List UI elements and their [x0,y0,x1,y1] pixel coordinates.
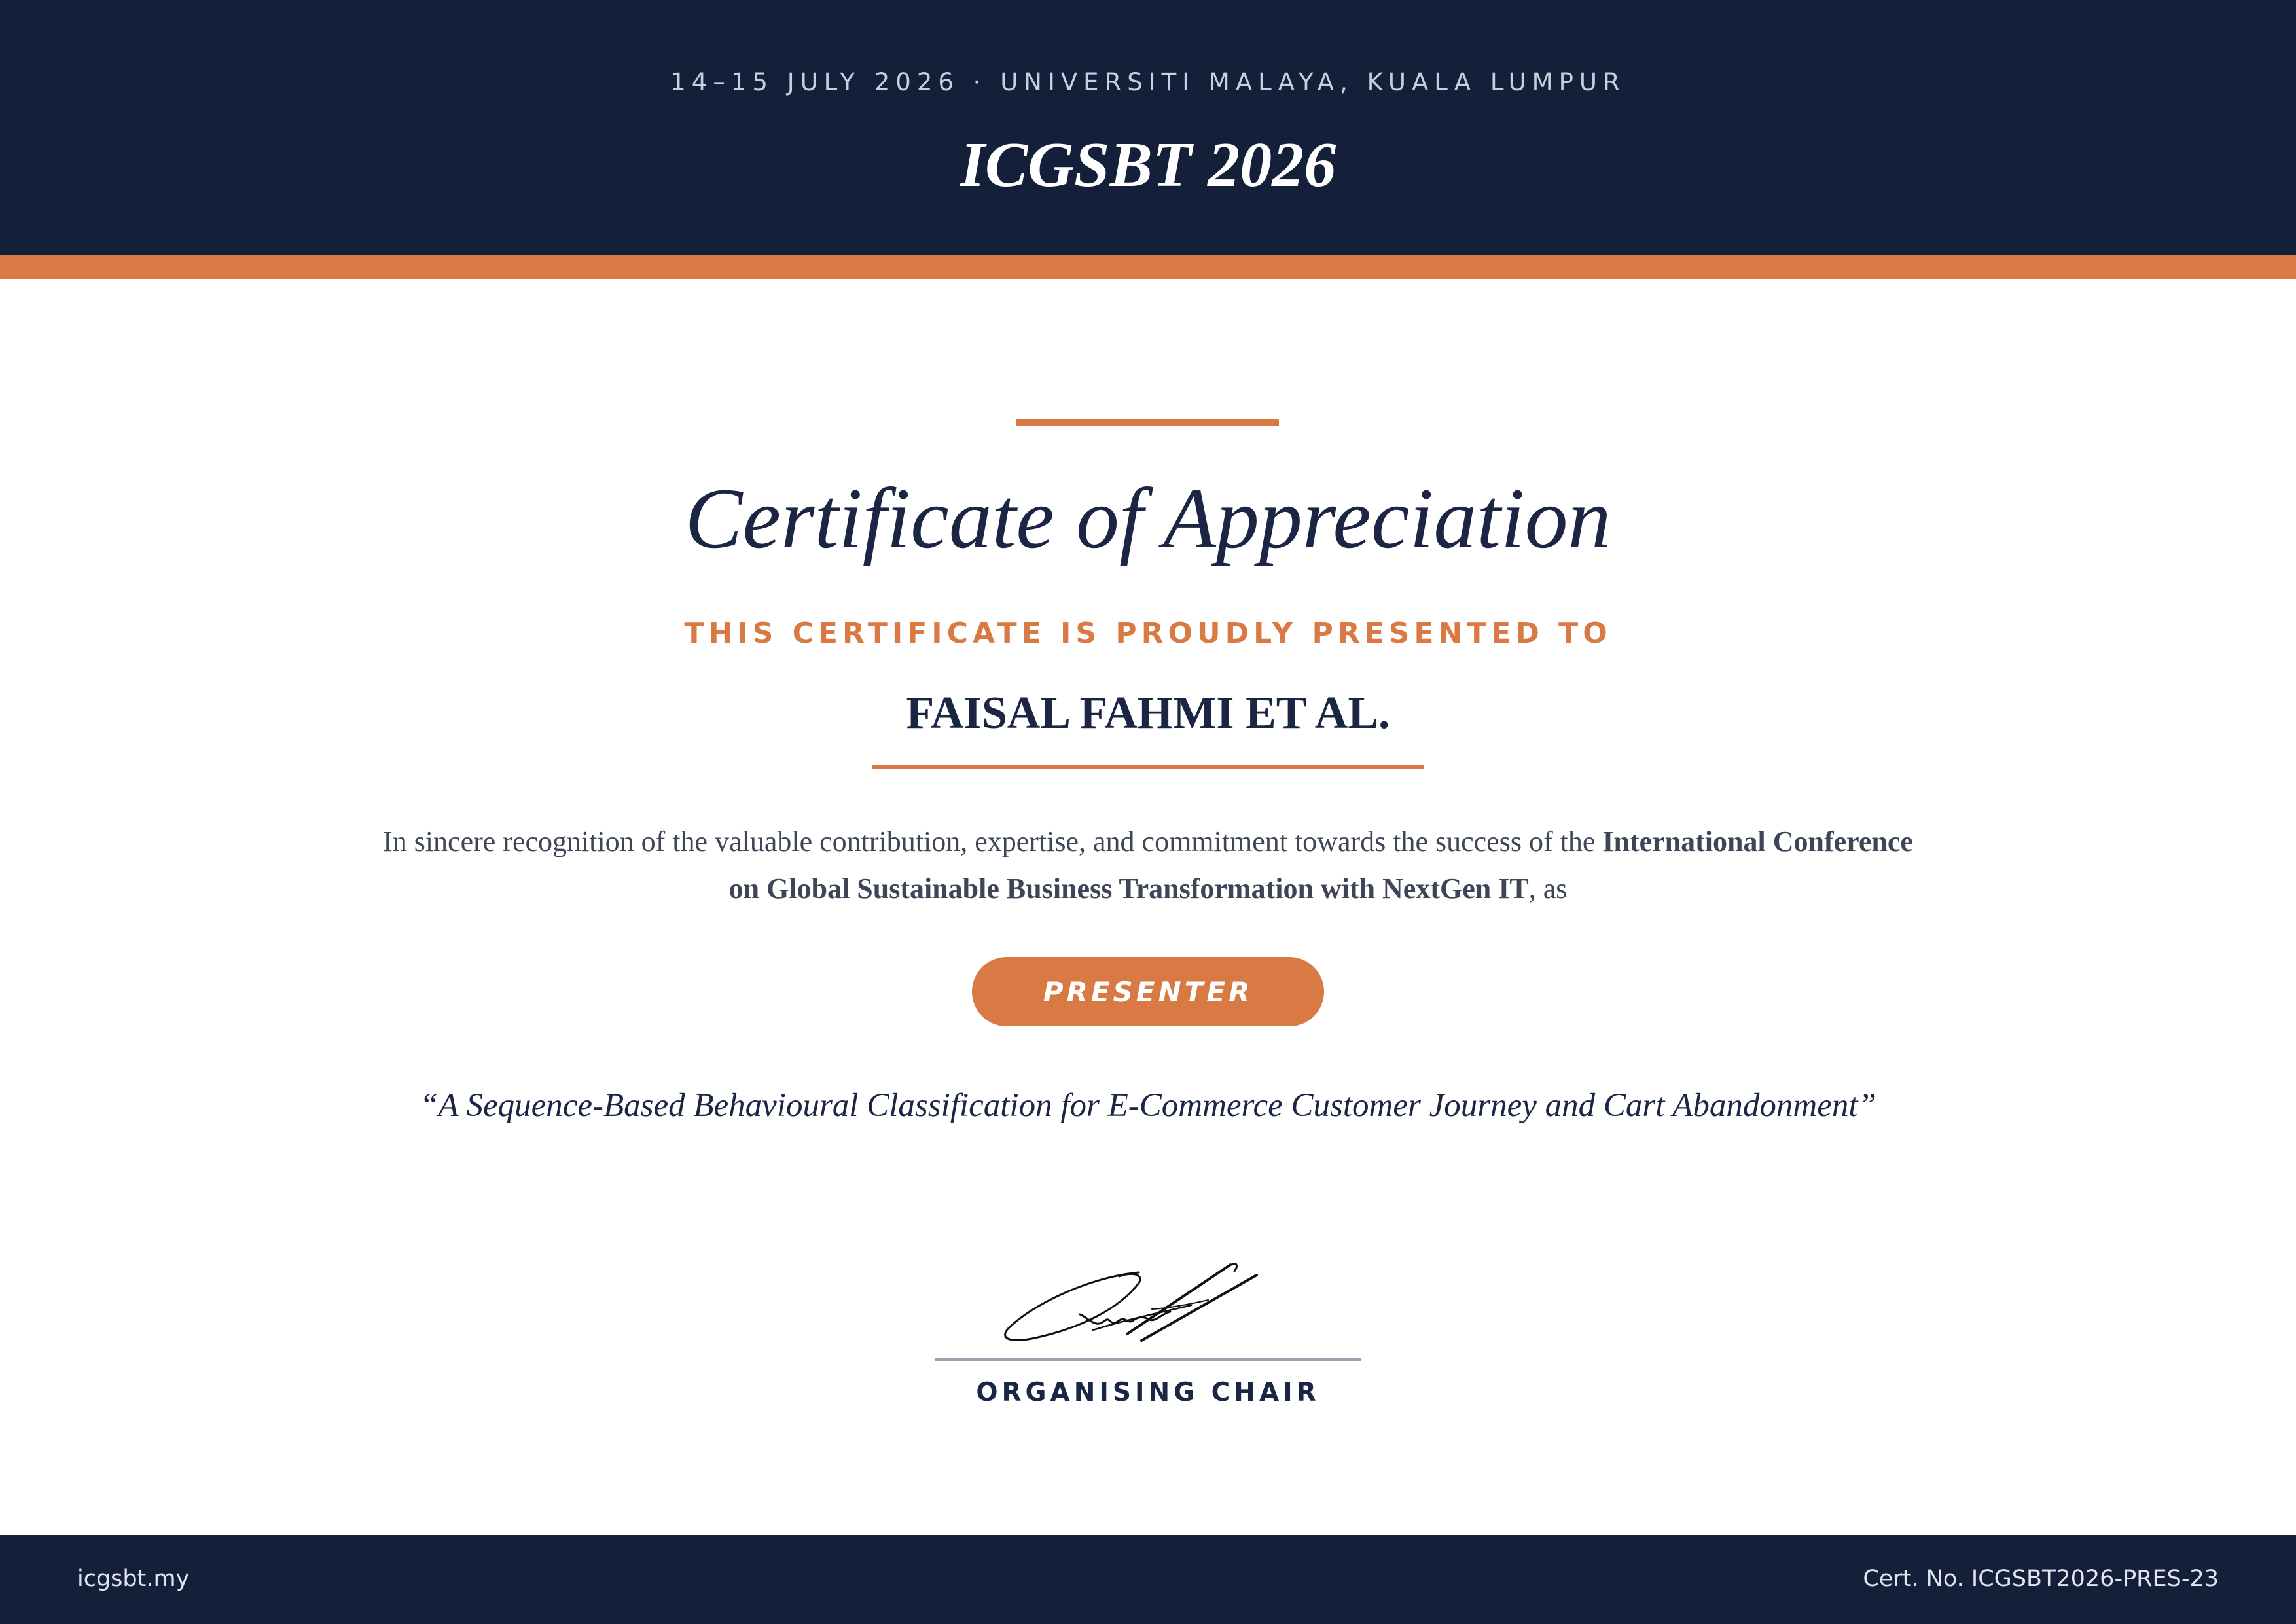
event-date-location: 14–15 JULY 2026 · UNIVERSITI MALAYA, KUALA LUMPUR [670,68,1626,96]
certificate-number: Cert. No. ICGSBT2026-PRES-23 [1863,1566,2219,1592]
signature-line [935,1358,1361,1361]
conference-acronym: ICGSBT 2026 [960,130,1336,200]
name-underline [872,765,1424,769]
recognition-suffix: , as [1528,873,1568,905]
header-accent-stripe [0,255,2296,279]
presented-to-label: THIS CERTIFICATE IS PROUDLY PRESENTED TO [684,617,1612,650]
recipient-name: FAISAL FAHMI ET AL. [906,688,1390,738]
signatory-role: ORGANISING CHAIR [976,1378,1320,1407]
decorative-rule [1016,419,1279,426]
role-badge [972,957,1324,1026]
header-band [0,0,2296,255]
certificate-title: Certificate of Appreciation [685,470,1611,566]
footer-website: icgsbt.my [77,1566,190,1592]
conference-name: International Conference on Global Sustainable Business Transformation with NextGen IT [728,825,1913,905]
paper-title: “A Sequence-Based Behavioural Classification for E-Commerce Customer Journey and Cart Abandonment” [420,1087,1876,1124]
signature-icon [995,1257,1309,1355]
recognition-prefix: In sincere recognition of the valuable contribution, expertise, and commitment towards the success of the [383,825,1603,857]
recognition-text [367,818,1929,912]
role-label: PRESENTER [1043,975,1253,1008]
